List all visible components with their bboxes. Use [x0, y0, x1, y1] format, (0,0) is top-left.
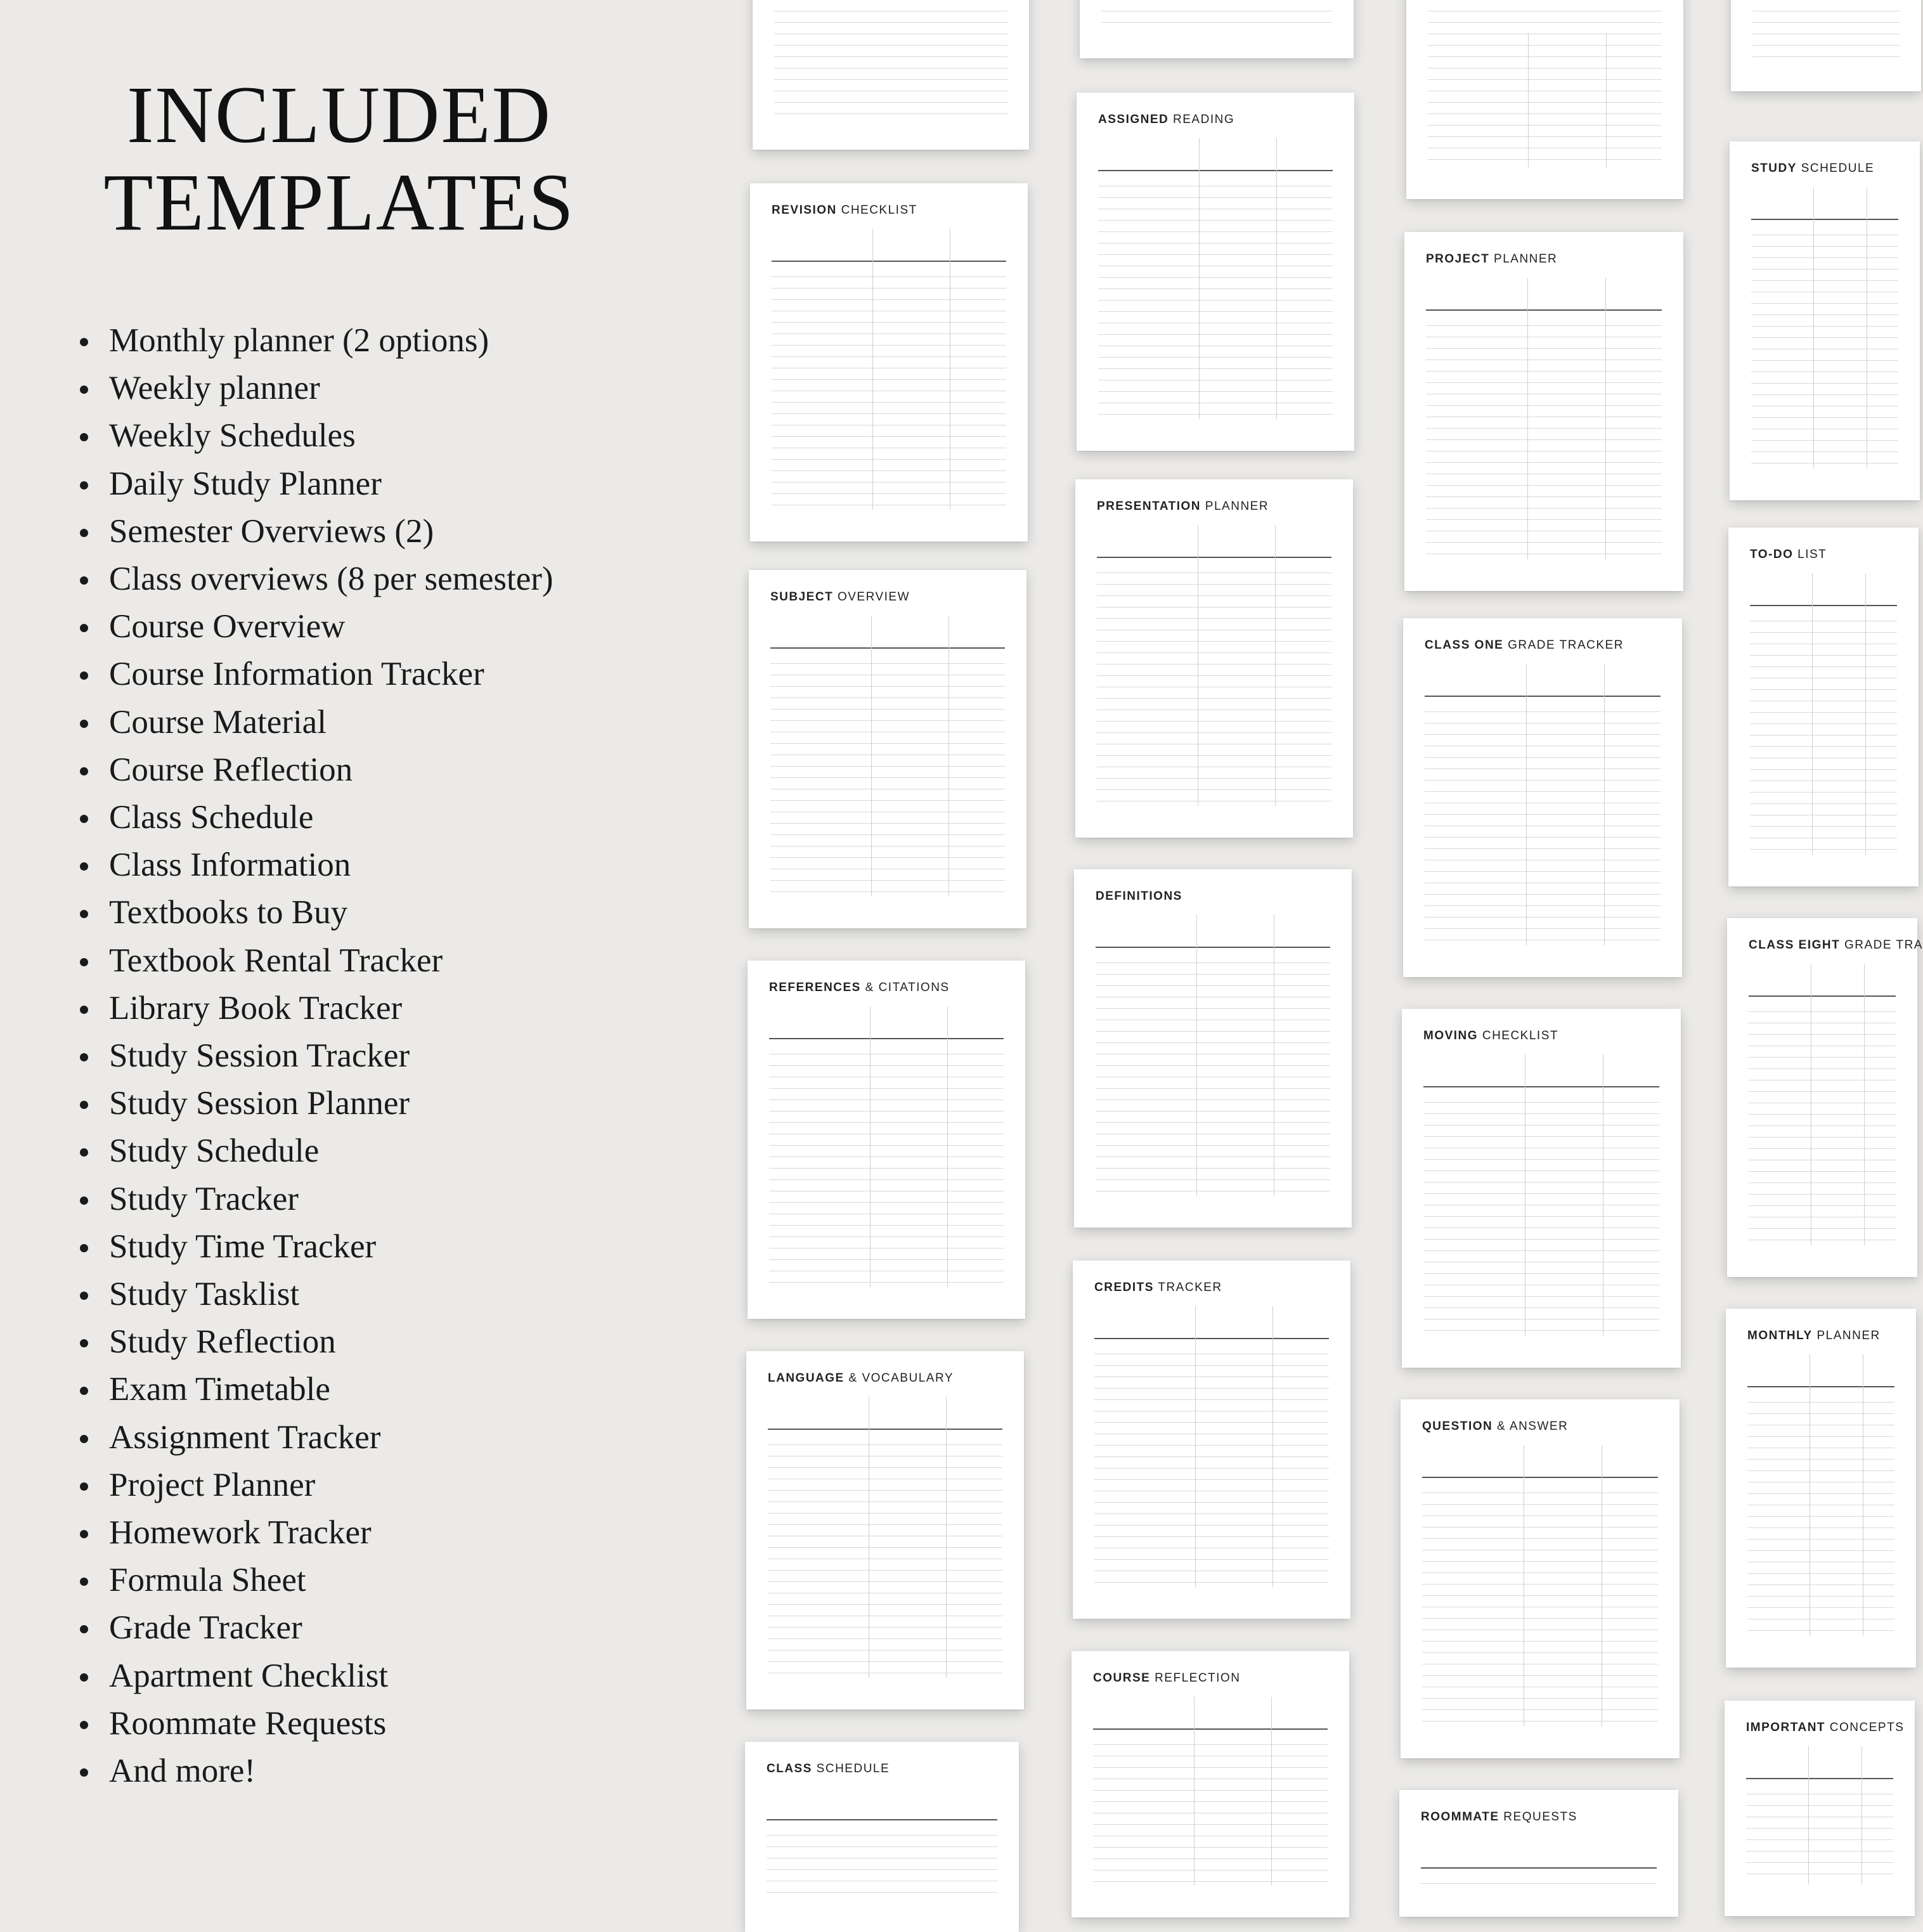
preview-title — [768, 1371, 1011, 1385]
preview-column-divider — [1271, 1697, 1272, 1886]
preview-title — [770, 590, 1014, 604]
preview-ruled-lines — [772, 266, 1006, 510]
preview-column-divider — [946, 1397, 947, 1678]
preview-title — [1422, 1420, 1667, 1434]
template-preview-page — [1728, 528, 1919, 886]
template-preview-page — [1726, 1309, 1916, 1668]
preview-ruled-lines — [1093, 1734, 1328, 1886]
preview-column-divider — [1199, 138, 1200, 419]
preview-header-rule — [1094, 1306, 1329, 1339]
preview-ruled-lines — [770, 652, 1005, 897]
preview-ruled-lines — [769, 1043, 1004, 1287]
template-preview-page — [1406, 0, 1683, 199]
template-list-item: Course Material — [109, 699, 554, 746]
preview-title-rest: LIST — [1793, 548, 1827, 561]
page-title — [0, 71, 678, 246]
template-preview-page — [748, 961, 1025, 1319]
preview-title-rest: SCHEDULE — [1796, 162, 1875, 175]
title-line-1: INCLUDED — [126, 70, 552, 160]
template-list-item: Project Planner — [109, 1462, 554, 1509]
preview-ruled-lines — [1098, 175, 1333, 419]
template-list-item: Class overviews (8 per semester) — [109, 555, 554, 603]
preview-ruled-lines — [1426, 314, 1662, 559]
preview-title-bold: ASSIGNED — [1098, 113, 1169, 126]
preview-ruled-lines — [1422, 1482, 1658, 1727]
preview-column-divider — [1864, 964, 1865, 1245]
template-preview-page — [749, 570, 1026, 928]
preview-title — [772, 204, 1015, 217]
preview-title — [1426, 252, 1671, 266]
preview-column-divider — [871, 616, 872, 897]
preview-title — [767, 1762, 1006, 1776]
preview-title — [1749, 938, 1923, 952]
preview-ruled-lines — [1428, 0, 1662, 167]
preview-header-rule — [770, 616, 1005, 649]
template-list-item: Study Tasklist — [109, 1271, 554, 1318]
preview-column-divider — [1861, 1746, 1862, 1884]
preview-title-rest: GRADE TRA — [1840, 938, 1923, 952]
template-preview-page — [1403, 618, 1682, 977]
template-preview-page — [1404, 232, 1683, 591]
preview-ruled-lines — [1101, 0, 1332, 27]
preview-title-rest: REFLECTION — [1150, 1671, 1241, 1685]
template-list-item: Exam Timetable — [109, 1366, 554, 1413]
preview-title-bold: CLASS — [767, 1762, 812, 1775]
preview-ruled-lines — [1423, 1091, 1659, 1336]
preview-title-rest: PLANNER — [1489, 252, 1558, 266]
template-preview-page — [753, 0, 1029, 150]
preview-header-rule — [1749, 964, 1896, 997]
template-list-item: Library Book Tracker — [109, 985, 554, 1032]
preview-header-rule — [1750, 573, 1897, 606]
preview-title-bold: LANGUAGE — [768, 1371, 845, 1385]
template-list-item: Course Overview — [109, 603, 554, 651]
preview-header-rule — [772, 229, 1006, 262]
preview-title-bold: DEFINITIONS — [1096, 890, 1182, 903]
preview-column-divider — [1527, 278, 1528, 559]
template-list-item: Class Information — [109, 841, 554, 889]
preview-title — [1097, 500, 1340, 514]
preview-column-divider — [1812, 573, 1813, 855]
preview-ruled-lines — [1097, 562, 1331, 806]
preview-ruled-lines — [1751, 224, 1898, 469]
template-list-item: Study Schedule — [109, 1127, 554, 1175]
preview-title-bold: CLASS EIGHT — [1749, 938, 1841, 952]
preview-header-rule — [1422, 1445, 1658, 1478]
preview-column-divider — [1604, 664, 1605, 945]
template-preview-page — [1077, 93, 1354, 451]
preview-ruled-lines — [774, 0, 1007, 118]
preview-title-rest: READING — [1169, 113, 1235, 126]
preview-column-divider — [872, 229, 873, 510]
preview-title-bold: PROJECT — [1426, 252, 1490, 266]
template-list-item: Weekly Schedules — [109, 412, 554, 460]
template-preview-page — [1725, 1701, 1915, 1916]
preview-title-rest: & VOCABULARY — [844, 1371, 954, 1385]
preview-title-bold: QUESTION — [1422, 1420, 1493, 1433]
template-preview-page — [1730, 141, 1920, 500]
template-preview-page — [1402, 1009, 1681, 1368]
preview-title — [1747, 1329, 1903, 1343]
template-list-item: Course Information Tracker — [109, 651, 554, 698]
preview-title-bold: COURSE — [1093, 1671, 1151, 1685]
preview-header-rule — [1093, 1697, 1328, 1730]
preview-title-bold: STUDY — [1751, 162, 1797, 175]
template-list-item: Textbook Rental Tracker — [109, 937, 554, 985]
preview-header-rule — [1097, 525, 1331, 558]
template-list-item: Weekly planner — [109, 365, 554, 412]
preview-header-rule — [768, 1397, 1002, 1430]
preview-title-rest: TRACKER — [1153, 1281, 1222, 1294]
preview-title-rest: & CITATIONS — [860, 981, 950, 994]
preview-title-rest: REQUESTS — [1499, 1810, 1577, 1824]
preview-ruled-lines — [1749, 1001, 1896, 1245]
template-preview-page — [1073, 1261, 1350, 1619]
preview-title-rest: GRADE TRACKER — [1503, 639, 1624, 652]
template-list-item: Daily Study Planner — [109, 460, 554, 508]
template-preview-page — [1080, 0, 1354, 58]
template-list-item: And more! — [109, 1747, 554, 1795]
preview-title-bold: MONTHLY — [1747, 1329, 1813, 1342]
preview-title-bold: REVISION — [772, 204, 837, 217]
preview-title-rest: PLANNER — [1201, 500, 1269, 513]
preview-column-divider — [1606, 33, 1607, 167]
preview-ruled-lines — [1094, 1343, 1329, 1587]
preview-ruled-lines — [767, 1824, 997, 1900]
preview-ruled-lines — [1752, 0, 1900, 60]
preview-header-rule — [767, 1787, 997, 1820]
preview-ruled-lines — [1425, 701, 1661, 945]
template-preview-page — [746, 1351, 1024, 1709]
template-list-item: Apartment Checklist — [109, 1652, 554, 1700]
preview-title-bold: IMPORTANT — [1746, 1721, 1826, 1734]
preview-ruled-lines — [1746, 1783, 1893, 1884]
template-list-item: Study Reflection — [109, 1318, 554, 1366]
preview-title-rest: SCHEDULE — [812, 1762, 890, 1775]
preview-title — [769, 981, 1013, 995]
preview-title-rest: & ANSWER — [1492, 1420, 1569, 1433]
template-preview-page — [1074, 869, 1352, 1228]
preview-title-bold: REFERENCES — [769, 981, 861, 994]
template-preview-page — [750, 183, 1028, 541]
template-preview-page — [1401, 1399, 1680, 1758]
left-panel — [0, 0, 710, 1902]
preview-title-bold: TO-DO — [1750, 548, 1794, 561]
preview-title-rest: CHECKLIST — [1478, 1029, 1558, 1042]
template-list-item: Course Reflection — [109, 746, 554, 794]
preview-title — [1751, 162, 1907, 176]
preview-header-rule — [1098, 138, 1333, 171]
preview-header-rule — [1746, 1746, 1893, 1779]
template-list — [109, 317, 554, 1795]
preview-header-rule — [1096, 915, 1330, 948]
preview-column-divider — [1528, 33, 1529, 167]
preview-header-rule — [1426, 278, 1662, 311]
preview-title — [1750, 548, 1906, 562]
preview-title — [1094, 1281, 1338, 1295]
preview-column-divider — [1272, 1306, 1273, 1587]
preview-column-divider — [1526, 664, 1527, 945]
preview-title-bold: SUBJECT — [770, 590, 834, 604]
template-list-item: Class Schedule — [109, 794, 554, 841]
template-list-item: Roommate Requests — [109, 1700, 554, 1747]
template-preview-page — [1399, 1790, 1678, 1917]
preview-column-divider — [1275, 525, 1276, 806]
preview-title-rest: OVERVIEW — [833, 590, 910, 604]
preview-header-rule — [1421, 1836, 1657, 1869]
preview-header-rule — [1747, 1354, 1894, 1387]
preview-ruled-lines — [1747, 1391, 1894, 1636]
preview-ruled-lines — [1421, 1872, 1657, 1885]
preview-title — [1421, 1810, 1666, 1824]
preview-column-divider — [1605, 278, 1606, 559]
preview-column-divider — [1808, 1746, 1809, 1884]
preview-title — [1096, 890, 1339, 904]
preview-column-divider — [1196, 915, 1197, 1196]
preview-title-rest: PLANNER — [1812, 1329, 1881, 1342]
template-list-item: Grade Tracker — [109, 1604, 554, 1652]
preview-title-bold: CLASS ONE — [1425, 639, 1504, 652]
template-preview-page — [1075, 479, 1353, 838]
template-preview-page — [1727, 918, 1923, 1277]
template-list-item: Monthly planner (2 options) — [109, 317, 554, 365]
preview-column-divider — [1195, 1306, 1196, 1587]
template-preview-page — [745, 1742, 1019, 1932]
preview-header-rule — [769, 1006, 1004, 1039]
preview-title — [1746, 1721, 1905, 1735]
template-list-item: Study Session Planner — [109, 1080, 554, 1127]
preview-title — [1423, 1029, 1668, 1043]
preview-title-rest: CONCEPTS — [1825, 1721, 1905, 1734]
preview-header-rule — [1751, 187, 1898, 220]
template-preview-page — [1731, 0, 1921, 91]
preview-ruled-lines — [1750, 610, 1897, 855]
template-list-item: Study Tracker — [109, 1176, 554, 1223]
template-list-item: Study Session Tracker — [109, 1032, 554, 1080]
preview-header-rule — [1423, 1054, 1659, 1087]
preview-column-divider — [870, 1006, 871, 1287]
preview-title — [1093, 1671, 1337, 1685]
preview-column-divider — [1865, 573, 1866, 855]
template-list-item: Assignment Tracker — [109, 1414, 554, 1462]
preview-column-divider — [1813, 187, 1814, 469]
preview-title-rest: CHECKLIST — [836, 204, 917, 217]
template-preview-page — [1072, 1651, 1349, 1917]
preview-title — [1425, 639, 1669, 652]
preview-title-bold: PRESENTATION — [1097, 500, 1201, 513]
preview-ruled-lines — [1096, 952, 1330, 1196]
preview-column-divider — [1276, 138, 1277, 419]
preview-title-bold: ROOMMATE — [1421, 1810, 1499, 1824]
template-list-item: Study Time Tracker — [109, 1223, 554, 1271]
preview-title-bold: MOVING — [1423, 1029, 1479, 1042]
template-list-item: Homework Tracker — [109, 1509, 554, 1557]
preview-column-divider — [1194, 1697, 1195, 1886]
template-list-item: Formula Sheet — [109, 1557, 554, 1604]
template-list-item: Textbooks to Buy — [109, 889, 554, 937]
preview-title-bold: CREDITS — [1094, 1281, 1154, 1294]
preview-header-rule — [1425, 664, 1661, 697]
title-line-2: TEMPLATES — [103, 157, 575, 247]
preview-title — [1098, 113, 1342, 127]
preview-column-divider — [947, 1006, 948, 1287]
template-list-item: Semester Overviews (2) — [109, 508, 554, 555]
preview-ruled-lines — [768, 1434, 1002, 1678]
